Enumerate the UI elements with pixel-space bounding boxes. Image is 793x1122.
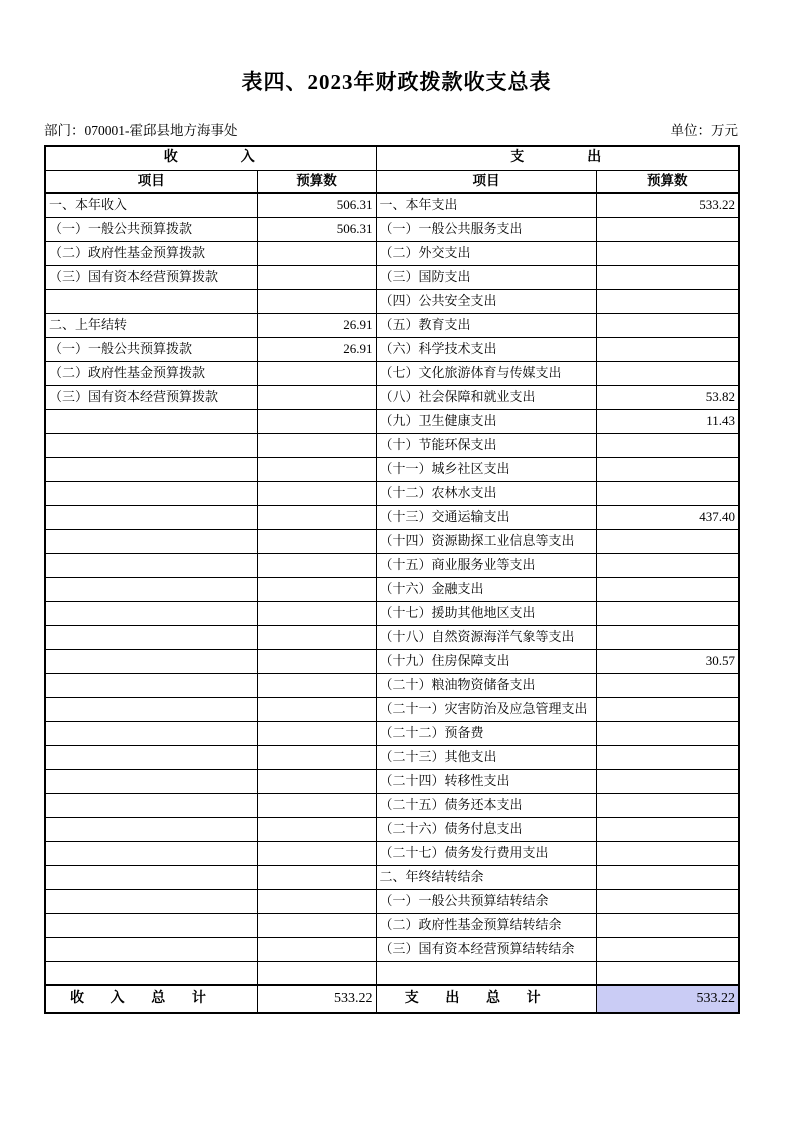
table-row bbox=[45, 769, 739, 793]
expenditure-budget-cell bbox=[596, 553, 739, 577]
income-item-cell: （三）国有资本经营预算拨款 bbox=[45, 265, 257, 289]
expenditure-item-cell: （二十六）债务付息支出 bbox=[376, 817, 596, 841]
expenditure-total-value: 533.22 bbox=[596, 985, 739, 1013]
expenditure-budget-column-header: 预算数 bbox=[596, 170, 739, 193]
expenditure-item-cell: （二十）粮油物资储备支出 bbox=[376, 673, 596, 697]
income-budget-cell: 506.31 bbox=[257, 193, 376, 217]
table-row bbox=[45, 601, 739, 625]
income-item-cell bbox=[45, 937, 257, 961]
expenditure-budget-cell bbox=[596, 361, 739, 385]
income-item-cell bbox=[45, 745, 257, 769]
expenditure-item-cell: （十二）农林水支出 bbox=[376, 481, 596, 505]
expenditure-item-cell: （二）政府性基金预算结转结余 bbox=[376, 913, 596, 937]
table-row bbox=[45, 481, 739, 505]
expenditure-budget-cell: 437.40 bbox=[596, 505, 739, 529]
expenditure-item-cell: （二十七）债务发行费用支出 bbox=[376, 841, 596, 865]
expenditure-budget-cell bbox=[596, 793, 739, 817]
income-item-cell: （三）国有资本经营预算拨款 bbox=[45, 385, 257, 409]
income-budget-cell bbox=[257, 793, 376, 817]
table-row bbox=[45, 241, 739, 265]
expenditure-budget-cell bbox=[596, 769, 739, 793]
table-row bbox=[45, 673, 739, 697]
table-row bbox=[45, 961, 739, 985]
income-budget-cell bbox=[257, 289, 376, 313]
expenditure-item-cell: （三）国有资本经营预算结转结余 bbox=[376, 937, 596, 961]
expenditure-item-cell: （二十四）转移性支出 bbox=[376, 769, 596, 793]
page-title: 表四、2023年财政拨款收支总表 bbox=[241, 70, 552, 94]
expenditure-budget-cell bbox=[596, 481, 739, 505]
income-budget-cell bbox=[257, 841, 376, 865]
expenditure-budget-cell bbox=[596, 865, 739, 889]
expenditure-item-cell: （三）国防支出 bbox=[376, 265, 596, 289]
meta-row bbox=[44, 122, 738, 140]
expenditure-budget-cell bbox=[596, 817, 739, 841]
income-budget-cell bbox=[257, 721, 376, 745]
income-item-cell bbox=[45, 289, 257, 313]
section-header-row bbox=[45, 146, 739, 170]
expenditure-budget-cell bbox=[596, 745, 739, 769]
department-label: 部门：070001-霍邱县地方海事处 bbox=[44, 123, 238, 138]
table-row bbox=[45, 937, 739, 961]
total-row bbox=[45, 985, 739, 1013]
income-budget-cell bbox=[257, 433, 376, 457]
income-item-cell: 一、本年收入 bbox=[45, 193, 257, 217]
expenditure-budget-cell: 53.82 bbox=[596, 385, 739, 409]
expenditure-item-cell: （二十三）其他支出 bbox=[376, 745, 596, 769]
income-item-cell: （二）政府性基金预算拨款 bbox=[45, 241, 257, 265]
income-budget-cell bbox=[257, 409, 376, 433]
income-budget-cell bbox=[257, 481, 376, 505]
income-budget-cell bbox=[257, 265, 376, 289]
unit-label: 单位：万元 bbox=[670, 123, 738, 138]
expenditure-item-cell: （十一）城乡社区支出 bbox=[376, 457, 596, 481]
income-item-cell bbox=[45, 625, 257, 649]
income-item-cell: （一）一般公共预算拨款 bbox=[45, 217, 257, 241]
table-row bbox=[45, 265, 739, 289]
expenditure-budget-cell bbox=[596, 337, 739, 361]
table-row bbox=[45, 361, 739, 385]
expenditure-item-cell: （二十一）灾害防治及应急管理支出 bbox=[376, 697, 596, 721]
income-item-cell bbox=[45, 601, 257, 625]
income-budget-cell bbox=[257, 745, 376, 769]
income-item-cell bbox=[45, 793, 257, 817]
income-section-header: 收入 bbox=[45, 146, 376, 170]
expenditure-item-cell: （六）科学技术支出 bbox=[376, 337, 596, 361]
income-budget-cell bbox=[257, 817, 376, 841]
income-item-cell bbox=[45, 481, 257, 505]
expenditure-item-cell: 二、年终结转结余 bbox=[376, 865, 596, 889]
income-item-cell bbox=[45, 961, 257, 985]
expenditure-budget-cell bbox=[596, 217, 739, 241]
table-row bbox=[45, 313, 739, 337]
income-budget-cell bbox=[257, 529, 376, 553]
table-row bbox=[45, 649, 739, 673]
table-row bbox=[45, 193, 739, 217]
expenditure-budget-cell bbox=[596, 289, 739, 313]
expenditure-budget-cell: 30.57 bbox=[596, 649, 739, 673]
expenditure-budget-cell: 533.22 bbox=[596, 193, 739, 217]
income-item-cell bbox=[45, 769, 257, 793]
income-budget-cell bbox=[257, 673, 376, 697]
income-budget-cell: 506.31 bbox=[257, 217, 376, 241]
table-row bbox=[45, 697, 739, 721]
income-item-cell bbox=[45, 433, 257, 457]
expenditure-item-cell: （十）节能环保支出 bbox=[376, 433, 596, 457]
income-item-cell bbox=[45, 673, 257, 697]
table-row bbox=[45, 889, 739, 913]
table-row bbox=[45, 721, 739, 745]
income-item-cell bbox=[45, 529, 257, 553]
table-row bbox=[45, 817, 739, 841]
expenditure-budget-cell bbox=[596, 457, 739, 481]
income-item-cell: （二）政府性基金预算拨款 bbox=[45, 361, 257, 385]
expenditure-item-cell: （四）公共安全支出 bbox=[376, 289, 596, 313]
expenditure-item-cell: （七）文化旅游体育与传媒支出 bbox=[376, 361, 596, 385]
income-item-cell bbox=[45, 697, 257, 721]
expenditure-budget-cell bbox=[596, 313, 739, 337]
income-item-cell bbox=[45, 577, 257, 601]
income-budget-cell bbox=[257, 865, 376, 889]
income-item-cell bbox=[45, 721, 257, 745]
budget-summary-table bbox=[44, 145, 740, 1014]
expenditure-budget-cell bbox=[596, 961, 739, 985]
expenditure-item-cell: （十四）资源勘探工业信息等支出 bbox=[376, 529, 596, 553]
income-budget-cell bbox=[257, 385, 376, 409]
income-budget-cell bbox=[257, 649, 376, 673]
table-row bbox=[45, 385, 739, 409]
expenditure-budget-cell bbox=[596, 433, 739, 457]
income-budget-cell bbox=[257, 961, 376, 985]
column-header-row bbox=[45, 170, 739, 193]
expenditure-item-column-header: 项目 bbox=[376, 170, 596, 193]
income-item-cell bbox=[45, 457, 257, 481]
income-budget-cell bbox=[257, 697, 376, 721]
table-row bbox=[45, 865, 739, 889]
income-item-column-header: 项目 bbox=[45, 170, 257, 193]
expenditure-budget-cell bbox=[596, 889, 739, 913]
income-budget-cell: 26.91 bbox=[257, 337, 376, 361]
expenditure-item-cell: （八）社会保障和就业支出 bbox=[376, 385, 596, 409]
income-item-cell bbox=[45, 505, 257, 529]
table-row bbox=[45, 409, 739, 433]
table-row bbox=[45, 577, 739, 601]
expenditure-item-cell: （二十五）债务还本支出 bbox=[376, 793, 596, 817]
expenditure-budget-cell bbox=[596, 673, 739, 697]
expenditure-budget-cell bbox=[596, 265, 739, 289]
expenditure-budget-cell bbox=[596, 625, 739, 649]
expenditure-item-cell bbox=[376, 961, 596, 985]
table-row bbox=[45, 289, 739, 313]
income-item-cell bbox=[45, 913, 257, 937]
income-budget-cell bbox=[257, 241, 376, 265]
income-item-cell bbox=[45, 553, 257, 577]
expenditure-budget-cell bbox=[596, 601, 739, 625]
expenditure-budget-cell bbox=[596, 937, 739, 961]
expenditure-budget-cell bbox=[596, 721, 739, 745]
expenditure-item-cell: （一）一般公共预算结转结余 bbox=[376, 889, 596, 913]
income-item-cell bbox=[45, 865, 257, 889]
expenditure-budget-cell: 11.43 bbox=[596, 409, 739, 433]
expenditure-item-cell: （二十二）预备费 bbox=[376, 721, 596, 745]
income-total-value: 533.22 bbox=[257, 985, 376, 1013]
income-item-cell bbox=[45, 409, 257, 433]
expenditure-total-label: 支出总计 bbox=[376, 985, 596, 1013]
expenditure-budget-cell bbox=[596, 577, 739, 601]
income-item-cell: 二、上年结转 bbox=[45, 313, 257, 337]
table-row bbox=[45, 457, 739, 481]
income-budget-cell bbox=[257, 361, 376, 385]
income-budget-column-header: 预算数 bbox=[257, 170, 376, 193]
table-row bbox=[45, 505, 739, 529]
expenditure-item-cell: （十六）金融支出 bbox=[376, 577, 596, 601]
table-row bbox=[45, 529, 739, 553]
expenditure-item-cell: （十五）商业服务业等支出 bbox=[376, 553, 596, 577]
income-item-cell bbox=[45, 841, 257, 865]
expenditure-budget-cell bbox=[596, 841, 739, 865]
income-budget-cell bbox=[257, 769, 376, 793]
income-total-label: 收入总计 bbox=[45, 985, 257, 1013]
expenditure-item-cell: （十三）交通运输支出 bbox=[376, 505, 596, 529]
expenditure-item-cell: 一、本年支出 bbox=[376, 193, 596, 217]
income-budget-cell bbox=[257, 577, 376, 601]
expenditure-item-cell: （一）一般公共服务支出 bbox=[376, 217, 596, 241]
income-item-cell bbox=[45, 649, 257, 673]
expenditure-section-header: 支出 bbox=[376, 146, 739, 170]
expenditure-item-cell: （十九）住房保障支出 bbox=[376, 649, 596, 673]
income-budget-cell bbox=[257, 937, 376, 961]
expenditure-budget-cell bbox=[596, 241, 739, 265]
expenditure-budget-cell bbox=[596, 913, 739, 937]
table-row bbox=[45, 433, 739, 457]
income-item-cell: （一）一般公共预算拨款 bbox=[45, 337, 257, 361]
income-budget-cell: 26.91 bbox=[257, 313, 376, 337]
income-budget-cell bbox=[257, 553, 376, 577]
table-row bbox=[45, 337, 739, 361]
expenditure-item-cell: （二）外交支出 bbox=[376, 241, 596, 265]
table-row bbox=[45, 841, 739, 865]
expenditure-item-cell: （五）教育支出 bbox=[376, 313, 596, 337]
income-budget-cell bbox=[257, 913, 376, 937]
expenditure-item-cell: （十八）自然资源海洋气象等支出 bbox=[376, 625, 596, 649]
expenditure-item-cell: （十七）援助其他地区支出 bbox=[376, 601, 596, 625]
expenditure-item-cell: （九）卫生健康支出 bbox=[376, 409, 596, 433]
table-row bbox=[45, 793, 739, 817]
table-row bbox=[45, 913, 739, 937]
income-item-cell bbox=[45, 817, 257, 841]
income-budget-cell bbox=[257, 889, 376, 913]
table-row bbox=[45, 625, 739, 649]
income-budget-cell bbox=[257, 625, 376, 649]
expenditure-budget-cell bbox=[596, 529, 739, 553]
income-item-cell bbox=[45, 889, 257, 913]
table-row bbox=[45, 553, 739, 577]
income-budget-cell bbox=[257, 601, 376, 625]
income-budget-cell bbox=[257, 505, 376, 529]
income-budget-cell bbox=[257, 457, 376, 481]
expenditure-budget-cell bbox=[596, 697, 739, 721]
table-row bbox=[45, 217, 739, 241]
table-row bbox=[45, 745, 739, 769]
